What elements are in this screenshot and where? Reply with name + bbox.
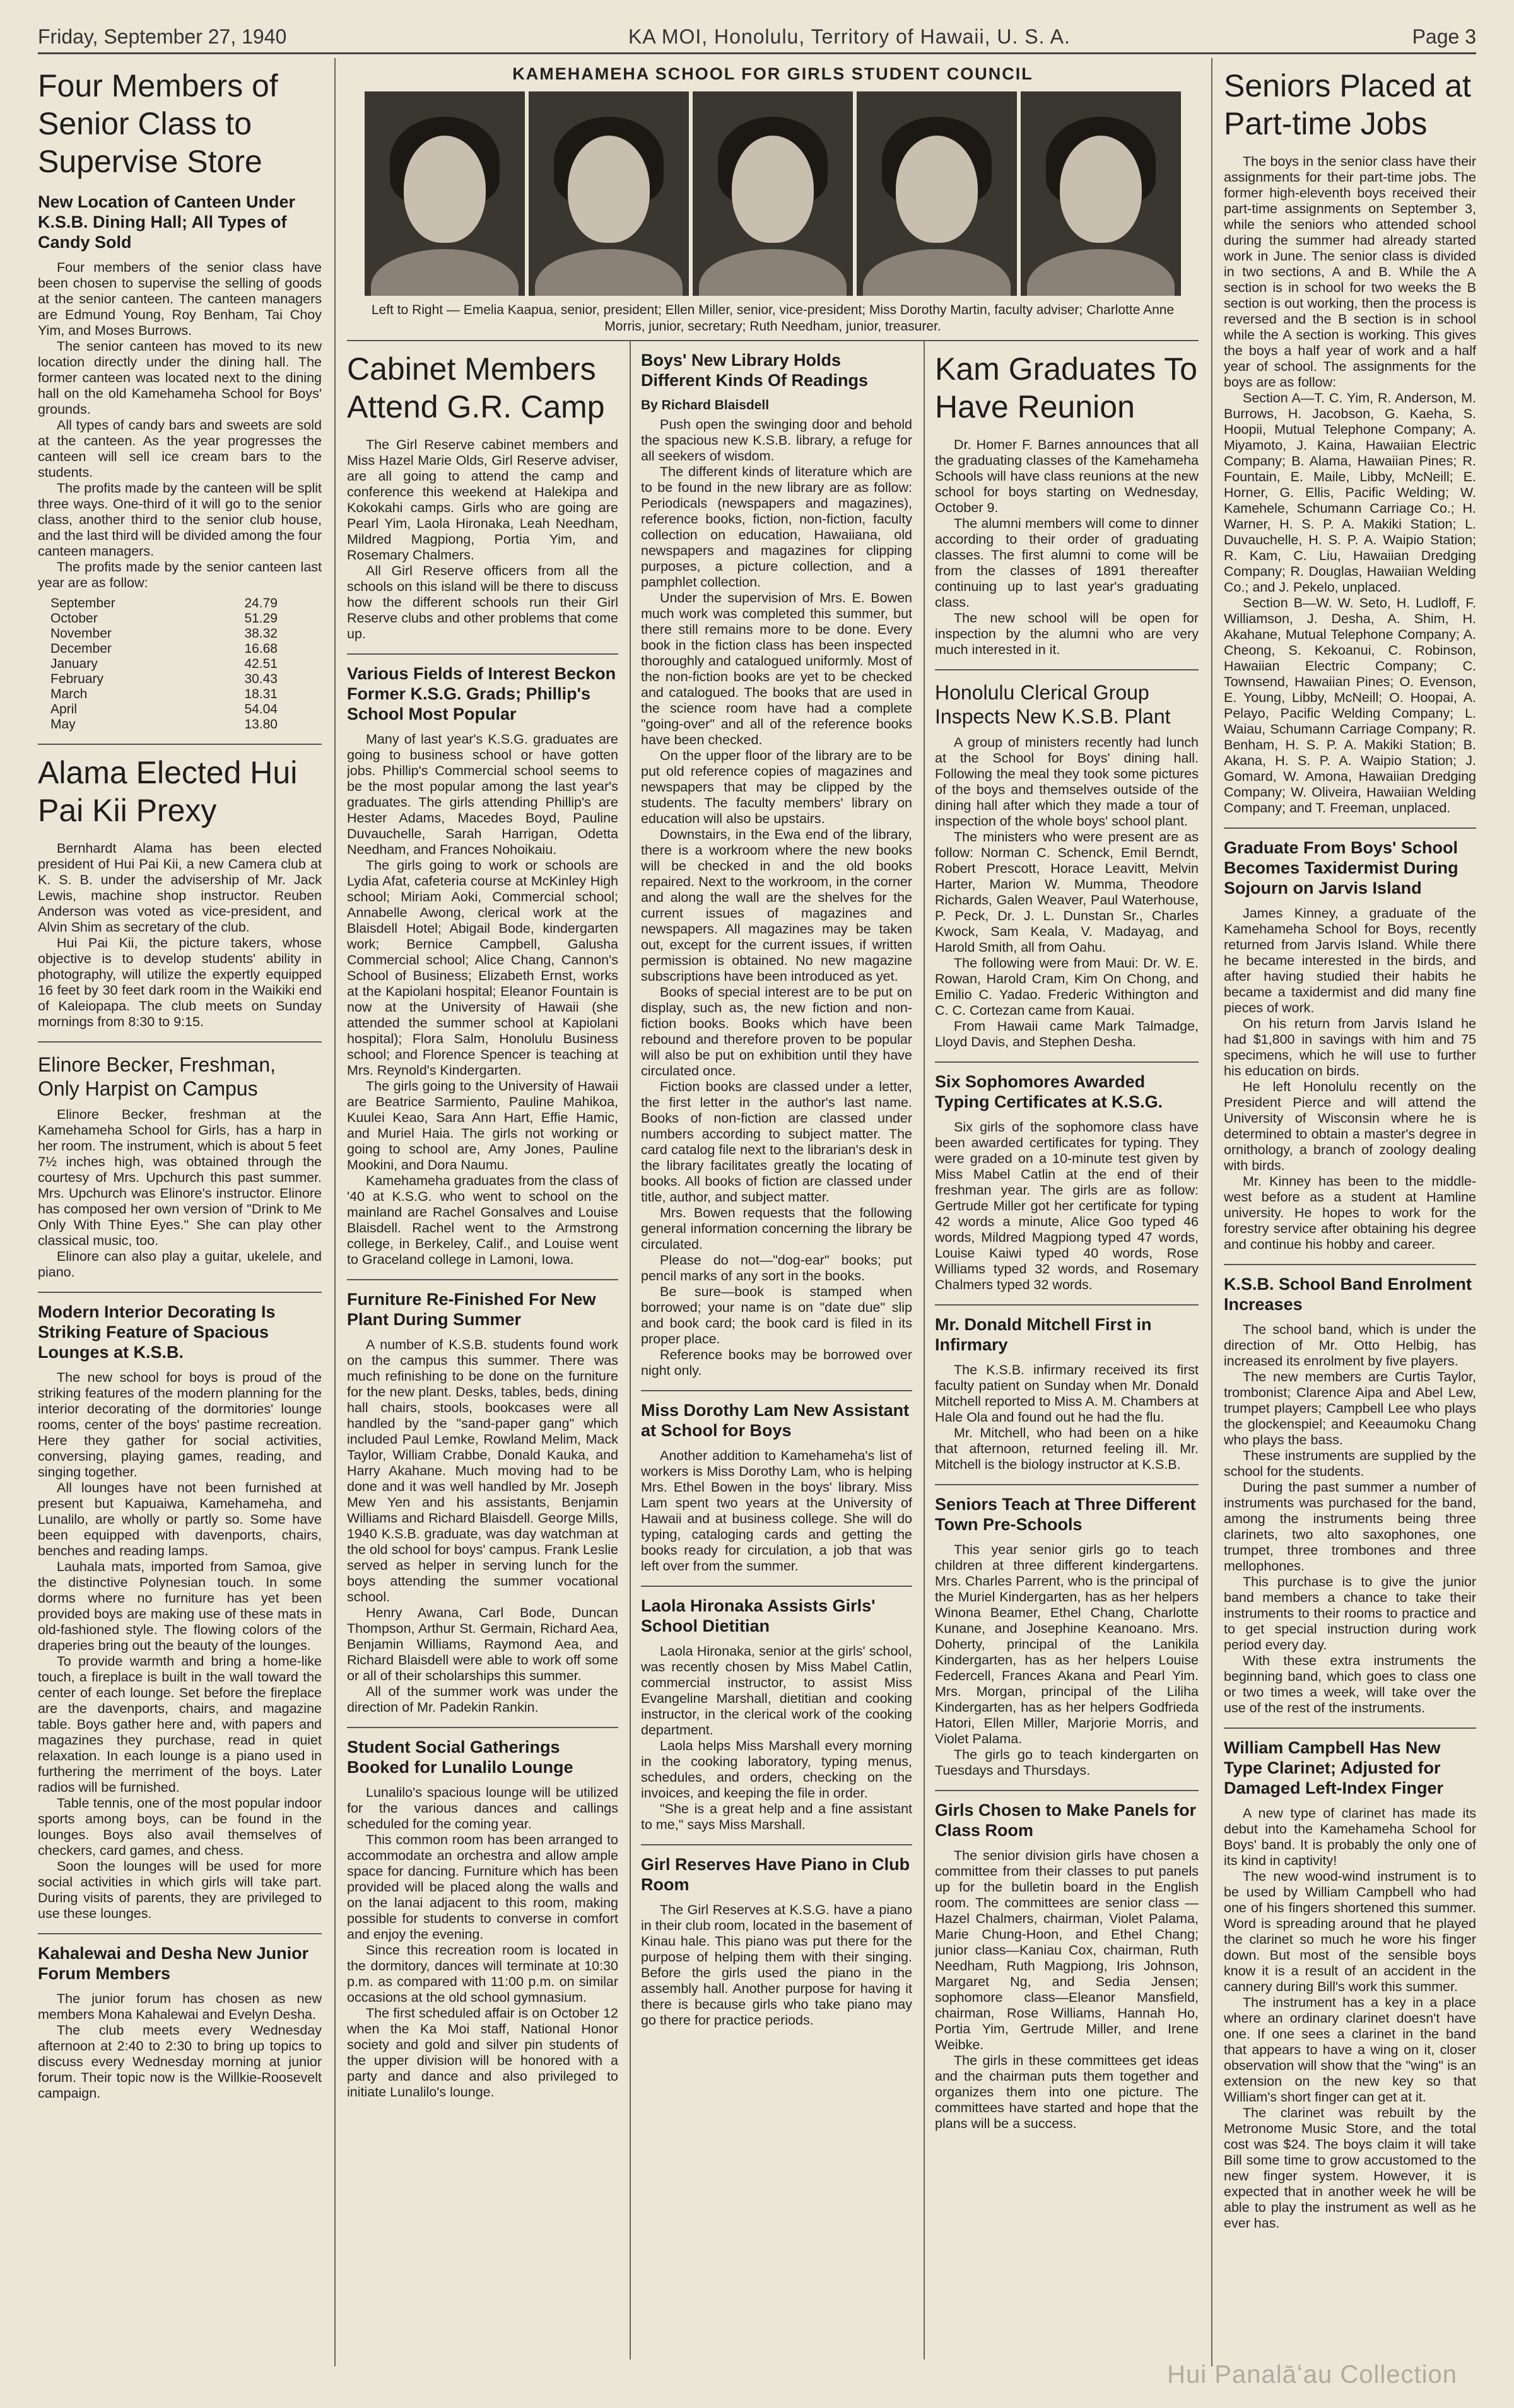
month-cell: November [50, 626, 112, 641]
month-cell: October [50, 611, 98, 626]
canteen-headline: Four Members of Senior Class to Supervise Store [38, 68, 278, 179]
cabinet-p1: The Girl Reserve cabinet members and Miss Hazel Marie Olds, Girl Reserve adviser, are all going to attend the camp and conference this weekend at Halekipa and Kokokahi camps. Girls who are going are Pearl Yim, Laola Hironaka, Leah Needham, Mildred Magpiong, Portia Yim, and Rosemary Chalmers. [347, 437, 618, 563]
lounges-p2: All lounges have not been furnished at present but Kapuaiwa, Kamehameha, and Lunalilo, are wholly or partly so. Some have been equipped with davenports, chairs, benches and reading lamps. [38, 1480, 322, 1558]
furniture-headline: Furniture Re-Finished For New Plant During Summer [347, 1290, 596, 1329]
portrait-image [365, 91, 525, 296]
clerical-headline: Honolulu Clerical Group Inspects New K.S.B. Plant [935, 681, 1171, 728]
panels-p1: The senior division girls have chosen a committee from their classes to put panels up for the bulletin board in the English room. The committees are senior class — Hazel Chalmers, chairman, Violet Palama, Marie Chung-Hoon, and Ethel Chang; junior class—Kaniau Cox, chairman, Ruth Needham, Ruth Magpiong, Iris Johnson, Margaret Ng, and Sedia Jensen; sophomore class—Eleanor Mansfield, chairman, Rose Williams, Hannah Ho, Portia Yim, Gertrude Miller, and Irene Weibke. [935, 1848, 1199, 2052]
column-rule [334, 58, 336, 2366]
becker-headline: Elinore Becker, Freshman, Only Harpist on Campus [38, 1053, 276, 1100]
profits-table [50, 596, 278, 732]
clarinet-p3: The instrument has a key in a place where an ordinary clarinet doesn't have one. If one sees a clarinet in the band that appears to have a wing on it, closer observation will show that the "wing" is an extension on the new key so that William's short finger can get at it. [1224, 1995, 1476, 2105]
library-p2: The different kinds of literature which are to be found in the new library are as follow: Periodicals (newspapers and magazines), reference books, fiction, non-fiction, faculty collection on education, Hawaiiana, old newspapers and magazines for clipping purposes, a picture collection, and a pamphlet collection. [641, 464, 912, 590]
parttime-p1: The boys in the senior class have their assignments for their part-time jobs. The former high-eleventh boys received their part-time assignments on September 3, while the seniors who attended school during the summer had already started work in June. The senior class is divided in two sections, A and B. While the A section is in school for two weeks the B section is out working, then the process is reversed and the B section is in school while the A section is working. This gives the boys a half year of work and a half year of school. The assignments for the boys are as follow: [1224, 154, 1476, 390]
reunion-p1: Dr. Homer F. Barnes announces that all the graduating classes of the Kamehameha Schools will have class reunions at the new school for boys starting on Wednesday, October 9. [935, 437, 1199, 515]
clarinet-p2: The new wood-wind instrument is to be used by William Campbell who had one of his fingers shortened this summer. Word is spreading around that he played the clarinet so much he wore his finger down. But most of the sensible boys know it is a result of an accident in the cannery during Bill's work this summer. [1224, 1869, 1476, 1994]
month-cell: January [50, 657, 98, 671]
portrait-image [857, 91, 1017, 296]
gatherings-headline: Student Social Gatherings Booked for Lunalilo Lounge [347, 1738, 573, 1777]
divider [935, 1061, 1199, 1063]
library-headline: Boys' New Library Holds Different Kinds Of Readings [641, 351, 869, 390]
divider [1224, 827, 1476, 829]
table-row [50, 626, 278, 641]
library-p5: Downstairs, in the Ewa end of the library, there is a workroom where the new books will be checked in and the old books repaired. Next to the workroom, in the corner and along the wall are the shelves for the current issues of magazines and newspapers. All magazines may be taken out, except for the current issues, if written permission is obtained. No new magazine subscriptions have been introduced as yet. [641, 827, 912, 984]
library-p6: Books of special interest are to be put on display, such as, the new fiction and non-fiction books. Books which have been rebound and therefore proven to be popular will also be put on exhibition until they have circulated once. [641, 985, 912, 1078]
council-photos [347, 91, 1199, 296]
divider [347, 1727, 618, 1728]
amount-cell: 54.04 [244, 702, 278, 716]
band-p3: These instruments are supplied by the school for the students. [1224, 1448, 1476, 1479]
typing-headline: Six Sophomores Awarded Typing Certificates at K.S.G. [935, 1072, 1163, 1111]
lounges-headline: Modern Interior Decorating Is Striking Feature of Spacious Lounges at K.S.B. [38, 1302, 276, 1362]
lounges-p3: Lauhala mats, imported from Samoa, give the distinctive Polynesian touch. In some dorms where no furniture has yet been provided boys are making use of these mats in old-fashioned style. The flowing colors of the draperies bring out the beauty of the lounges. [38, 1559, 322, 1653]
fields-headline: Various Fields of Interest Beckon Former K.S.G. Grads; Phillip's School Most Popular [347, 664, 616, 723]
piano-headline: Girl Reserves Have Piano in Club Room [641, 1855, 910, 1894]
amount-cell: 30.43 [244, 672, 278, 686]
becker-p2: Elinore can also play a guitar, ukelele, and piano. [38, 1249, 322, 1280]
alama-headline: Alama Elected Hui Pai Kii Prexy [38, 755, 298, 828]
divider [38, 1933, 322, 1934]
divider [38, 744, 322, 745]
taxidermist-p2: On his return from Jarvis Island he had $1,800 in savings with him and 75 specimens, which he will use to further his education on birds. [1224, 1016, 1476, 1078]
lounges-p1: The new school for boys is proud of the striking features of the modern planning for the interior decorating of the dormitories' lounge rooms, center of the boys' pastime recreation. Here they gather for social activities, conversing, playing games, reading, and singing together. [38, 1370, 322, 1480]
mitchell-headline: Mr. Donald Mitchell First in Infirmary [935, 1315, 1152, 1354]
divider [935, 1484, 1199, 1485]
forum-p1: The junior forum has chosen as new members Mona Kahalewai and Evelyn Desha. [38, 1991, 322, 2022]
seniors-teach-p1: This year senior girls go to teach children at three different kindergartens. Mrs. Charles Parrent, who is the principal of the Muriel Kindergarten, has as her helpers Winona Beamer, Ethel Chang, Charlotte Kunane, and Josephine Keanoano. Mrs. Doherty, principal of the Lanikila Kindergarten, has as her helpers Louise Federcell, Frances Akana and Pearl Yim. Mrs. Morgan, principal of the Liliha Kindergarten, has as her helpers Godfrieda Hatori, Ellen Miller, Marjorie Morris, and Violet Palama. [935, 1542, 1199, 1746]
page-number: Page 3 [1412, 25, 1476, 48]
column-2 [347, 341, 618, 2359]
band-p6: With these extra instruments the beginning band, which goes to class one or two times a week, will take over the use of the rest of the instruments. [1224, 1653, 1476, 1715]
library-p11: Reference books may be borrowed over night only. [641, 1347, 912, 1378]
portrait-image [1021, 91, 1181, 296]
lounges-p5: Table tennis, one of the most popular indoor sports among boys, can be found in the lounges. Boys also avail themselves of checkers, card games, and chess. [38, 1796, 322, 1858]
divider [347, 653, 618, 655]
lam-p1: Another addition to Kamehameha's list of workers is Miss Dorothy Lam, who is helping Mrs. Ethel Bowen in the boys' library. Miss Lam spent two years at the University of Hawaii and at business college. She will do typing, cataloging cards and getting the books ready for circulation, a job that was left over from the summer. [641, 1448, 912, 1574]
library-p1: Push open the swinging door and behold the spacious new K.S.B. library, a refuge for all seekers of wisdom. [641, 417, 912, 464]
table-row [50, 672, 278, 687]
library-p9: Please do not—"dog-ear" books; put pencil marks of any sort in the books. [641, 1253, 912, 1283]
amount-cell: 24.79 [244, 596, 278, 611]
cabinet-p2: All Girl Reserve officers from all the schools on this island will be there to discuss how the different schools run their Girl Reserve clubs and other problems that come up. [347, 563, 618, 641]
council-caption: Left to Right — Emelia Kaapua, senior, president; Ellen Miller, senior, vice-president; Miss Dorothy Martin, faculty adviser; Charlotte Anne Morris, junior, secretary; Ruth Needham, junior, treasurer. [371, 303, 1175, 334]
column-rule [924, 341, 925, 2359]
canteen-p2: The senior canteen has moved to its new location directly under the dining hall. The former canteen was located next to the dining hall on the old Kamehameha School for Boys' grounds. [38, 339, 322, 417]
band-p2: The new members are Curtis Taylor, trombonist; Clarence Aipa and Abel Lew, trumpet players; Campbell Lee who plays the glockenspiel; and Keeaumoku Chang who plays the bass. [1224, 1369, 1476, 1447]
becker-p1: Elinore Becker, freshman at the Kamehameha School for Girls, has a harp in her room. The instrument, which is about 5 feet 7½ inches high, was obtained through the courtesy of Mrs. Upchurch this past summer. Mrs. Upchurch was Elinore's instructor. Elinore has composed her own version of "Drink to Me Only With Thine Eyes." She can play other classical music, too. [38, 1107, 322, 1248]
band-p4: During the past summer a number of instruments was purchased for the band, among the instruments being three clarinets, two alto saxophones, one trumpet, three trombones and three mellophones. [1224, 1480, 1476, 1574]
forum-headline: Kahalewai and Desha New Junior Forum Members [38, 1944, 309, 1983]
table-row [50, 657, 278, 672]
reunion-headline: Kam Graduates To Have Reunion [935, 351, 1197, 424]
typing-p1: Six girls of the sophomore class have been awarded certificates for typing. They were graded on a 10-minute test given by Miss Mabel Catlin at the end of their freshman year. The girls are as follow: Gertrude Miller got her certificate for typing 42 words a minute, Alice Goo typed 46 words, Mildred Magpiong typed 47 words, Louise Kaiwi typed 40 words, Rose Williams typed 32 words, and Rosemary Chalmers typed 32 words. [935, 1119, 1199, 1292]
amount-cell: 18.31 [244, 687, 278, 701]
fields-p2: The girls going to work or schools are Lydia Afat, cafeteria course at McKinley High school; Miriam Aoki, Commercial school; Annabelle Awong, clerical work at the Blaisdell Hotel; Abigail Bode, kindergarten work; Bernice Campbell, Galusha Commercial school; Alice Chang, Cannon's School of Business; Elizabeth Ernst, works at the Kapiolani hospital; Eleanor Fountain is now at the University of Hawaii (she attended the summer school at Kapiolani hospital); Flora Salm, Honolulu Business school; and Florence Spencer is teaching at Mrs. Reynold's Kindergarten. [347, 858, 618, 1078]
amount-cell: 42.51 [244, 657, 278, 671]
panels-headline: Girls Chosen to Make Panels for Class Room [935, 1801, 1197, 1840]
divider [38, 1041, 322, 1043]
clerical-p3: The following were from Maui: Dr. W. E. Rowan, Harold Cram, Kim On Chong, and Emilio C. Yadao. Frederic Withington and C. C. Cortezan came from Kauai. [935, 956, 1199, 1018]
alama-p1: Bernhardt Alama has been elected president of Hui Pai Kii, a new Camera club at K. S. B. under the advisership of Mr. Jack Lewis, machine shop instructor. Reuben Anderson was voted as vice-president, and Alvin Shim as secretary of the club. [38, 841, 322, 935]
hironaka-headline: Laola Hironaka Assists Girls' School Dietitian [641, 1596, 876, 1635]
issue-date: Friday, September 27, 1940 [38, 25, 287, 48]
newspaper-page [38, 19, 1476, 2390]
taxidermist-p1: James Kinney, a graduate of the Kamehameha School for Boys, recently returned from Jarvis Island. While there he became interested in the birds, and after having studied their habits he became a taxidermist and did many fine pieces of work. [1224, 906, 1476, 1015]
clarinet-headline: William Campbell Has New Type Clarinet; Adjusted for Damaged Left-Index Finger [1224, 1738, 1444, 1797]
seniors-teach-p2: The girls go to teach kindergarten on Tuesdays and Thursdays. [935, 1747, 1199, 1778]
canteen-p4: The profits made by the canteen will be split three ways. One-third of it will go to the senior class, another third to the senior club house, and the last third will be divided among the four canteen managers. [38, 481, 322, 559]
cabinet-headline: Cabinet Members Attend G.R. Camp [347, 351, 605, 424]
divider [935, 1304, 1199, 1306]
month-cell: September [50, 596, 115, 611]
library-p7: Fiction books are classed under a letter, the first letter in the author's last name. Books of non-fiction are classed under numbers according to subject matter. The card catalog file next to the librarian's desk in the library facilitates greatly the locating of books. All books of fiction are classed under title, author, and subject matter. [641, 1079, 912, 1205]
center-subcolumns [347, 341, 1199, 2359]
hironaka-p3: "She is a great help and a fine assistant to me," says Miss Marshall. [641, 1801, 912, 1832]
parttime-headline: Seniors Placed at Part-time Jobs [1224, 68, 1471, 141]
taxidermist-p3: He left Honolulu recently on the President Pierce and will attend the University of Wisconsin where he is determined to obtain a master's degree in ornithology, a branch of zoology dealing with birds. [1224, 1079, 1476, 1173]
canteen-p1: Four members of the senior class have been chosen to supervise the selling of goods at the senior canteen. The canteen managers are Edmund Young, Roy Benham, Tai Choy Yim, and Moses Burrows. [38, 260, 322, 338]
library-p8: Mrs. Bowen requests that the following general information concerning the library be circulated. [641, 1205, 912, 1252]
panels-p2: The girls in these committees get ideas and the chairman puts them together and organizes them into one picture. The committees have started and hope that the plans will be a success. [935, 2053, 1199, 2131]
gatherings-p1: Lunalilo's spacious lounge will be utilized for the various dances and callings scheduled for the coming year. [347, 1785, 618, 1832]
column-3 [641, 341, 912, 2359]
mitchell-p1: The K.S.B. infirmary received its first faculty patient on Sunday when Mr. Donald Mitchell reported to Miss A. M. Chambers at Hale Ola and found out he had the flu. [935, 1362, 1199, 1425]
parttime-p3: Section B—W. W. Seto, H. Ludloff, F. Williamson, J. Desha, A. Shim, H. Akahane, Mutual Telephone Company; A. Cheong, S. Kekoanui, C. Robinson, Hawaiian Electric Company; C. Townsend, Hawaiian Pines; O. Evenson, E. Young, Libby, McNeill; O. Hoopai, A. Pelayo, Pacific Welding Company; L. Waiau, Schumann Carriage Company; R. Benham, H. S. P. A. Makiki Station; B. Akana, H. S. P. A. Waipio Station; J. Gomard, W. Amona, Hawaiian Dredging Company; W. Oliveira, Hawaiian Welding Company; and T. Freeman, unplaced. [1224, 595, 1476, 815]
lounges-p4: To provide warmth and bring a home-like touch, a fireplace is built in the wall toward the center of each lounge. Set before the fireplace are the davenports, chairs, and magazine table. Boys gather here and, with papers and magazines they purchase, read in quiet relaxation. In each lounge is a piano used in furthering the merriment of the boys. Later radios will be furnished. [38, 1654, 322, 1795]
portrait-image [529, 91, 689, 296]
library-p4: On the upper floor of the library are to be put old reference copies of magazines and newspapers that may be clipped by the students. The faculty members' library on education will also be upstairs. [641, 748, 912, 826]
divider [641, 1390, 912, 1391]
divider [641, 1844, 912, 1845]
furniture-p2: Henry Awana, Carl Bode, Duncan Thompson, Arthur St. Germain, Richard Aea, Benjamin Williams, Raymond Aea, and Richard Blaisdell were able to work off some or all of their scholarships this summer. [347, 1605, 618, 1683]
band-headline: K.S.B. School Band Enrolment Increases [1224, 1275, 1472, 1314]
table-row [50, 611, 278, 626]
library-p3: Under the supervision of Mrs. E. Bowen much work was completed this summer, but there still remains more to be done. Every book in the fiction class has been inspected thoroughly and catalogued uniformly. Most of the non-fiction books are yet to be checked and catalogued. The books that are used in the science room have had a complete "going-over" and all of the reference books have been checked. [641, 590, 912, 747]
divider [38, 1292, 322, 1293]
month-cell: March [50, 687, 88, 701]
month-cell: December [50, 641, 112, 656]
gatherings-p4: The first scheduled affair is on October 12 when the Ka Moi staff, National Honor society and gold and silver pin students of the upper division will be honored with a party and dance and also privileged to initiate Lunalilo's lounge. [347, 2006, 618, 2100]
amount-cell: 16.68 [244, 641, 278, 656]
clerical-p2: The ministers who were present are as follow: Norman C. Schenck, Emil Berndt, Robert Prescott, Horace Leavitt, Melvin Harter, Marion W. Mumma, Theodore Richards, Galen Weaver, Paul Waterhouse, P. Peck, Dr. J. L. Dunstan Sr., Charles Kwock, Sam Keala, V. Madayag, and Harold Smith, all from Oahu. [935, 829, 1199, 955]
table-row [50, 596, 278, 611]
alama-p2: Hui Pai Kii, the picture takers, whose objective is to develop students' ability in photography, will utilize the expertly equipped 16 feet by 30 feet dark room in the Waikiki end of Kaleiopapa. The club meets on Sunday mornings from 8:30 to 9:15. [38, 935, 322, 1029]
parttime-p2: Section A—T. C. Yim, R. Anderson, M. Burrows, H. Jacobson, G. Kaeha, S. Hoopii, Mutual Telephone Company; A. Miyamoto, J. Kaina, Hawaiian Electric Company; B. Alama, Hawaiian Pines; R. Fountain, E. Maile, Libby, McNeill; E. Horner, G. Ellis, Pacific Welding; W. Kamehele, Schumann Carriage Co.; H. Warner, H. S. P. A. Makiki Station; L. Duvauchelle, H. S. P. A. Waipio Station; R. Kam, C. Liu, Hawaiian Dredging Company; R. Douglas, Hawaiian Welding Co.; and J. Pekelo, unplaced. [1224, 390, 1476, 595]
canteen-p3: All types of candy bars and sweets are sold at the canteen. As the year progresses the canteen will sell ice cream bars to the students. [38, 418, 322, 480]
column-rule [1211, 58, 1212, 2366]
divider [935, 669, 1199, 670]
paper-name: KA MOI, Honolulu, Territory of Hawaii, U. S. A. [628, 25, 1071, 48]
collection-watermark: Hui Panalāʻau Collection [1167, 2361, 1457, 2388]
column-1 [38, 58, 322, 2101]
canteen-p5: The profits made by the senior canteen last year are as follow: [38, 559, 322, 590]
council-title: KAMEHAMEHA SCHOOL FOR GIRLS STUDENT COUNCIL [512, 64, 1033, 83]
canteen-subhead: New Location of Canteen Under K.S.B. Dining Hall; All Types of Candy Sold [38, 192, 296, 252]
clarinet-p1: A new type of clarinet has made its debut into the Kamehameha School for Boys' band. It is probably the only one of its kind in captivity! [1224, 1806, 1476, 1868]
reunion-p2: The alumni members will come to dinner according to their order of graduating classes. The first alumni to come will be from the classes of 1891 thereafter continuing up to last year's graduating class. [935, 516, 1199, 610]
clarinet-p4: The clarinet was rebuilt by the Metronome Music Store, and the total cost was $24. The boys claim it will take Bill some time to grow accustomed to the new finger system. However, it is expected that in another week he will be able to play the instrument as well as he ever has. [1224, 2105, 1476, 2231]
library-p10: Be sure—book is stamped when borrowed; your name is on "date due" slip and book card; the book card is filed in its proper place. [641, 1284, 912, 1347]
fields-p3: The girls going to the University of Hawaii are Beatrice Sarmiento, Pauline Mahikoa, Kuulei Keao, Sara Ann Hart, Effie Hamic, and Muriel Haia. The girls not working or going to school are, Amy Jones, Pauline Mookini, and Dora Naumu. [347, 1078, 618, 1172]
mitchell-p2: Mr. Mitchell, who had been on a hike that afternoon, returned feeling ill. Mr. Mitchell is the biology instructor at K.S.B. [935, 1425, 1199, 1472]
clerical-p4: From Hawaii came Mark Talmadge, Lloyd Davis, and Stephen Desha. [935, 1019, 1199, 1049]
reunion-p3: The new school will be open for inspection by the alumni who are very much interested in it. [935, 611, 1199, 657]
portrait-image [693, 91, 853, 296]
gatherings-p3: Since this recreation room is located in the dormitory, dances will terminate at 10:30 p.m. as compared with 11:00 p.m. on similar occasions at the old school gymnasium. [347, 1943, 618, 2005]
column-5 [1224, 58, 1476, 2366]
month-cell: May [50, 717, 76, 732]
amount-cell: 51.29 [244, 611, 278, 626]
furniture-p3: All of the summer work was under the direction of Mr. Padekin Rankin. [347, 1684, 618, 1715]
table-row [50, 641, 278, 657]
lounges-p6: Soon the lounges will be used for more social activities in which girls will take part. During visits of parents, they are privileged to use these lounges. [38, 1859, 322, 1921]
piano-p1: The Girl Reserves at K.S.G. have a piano in their club room, located in the basement of Kinau hale. This piano was put there for the purpose of helping them with their singing. Before the girls used the piano in the assembly hall. Another purpose for having it there is because girls who take piano may go there for practice periods. [641, 1902, 912, 2028]
month-cell: April [50, 702, 78, 716]
taxidermist-headline: Graduate From Boys' School Becomes Taxidermist During Sojourn on Jarvis Island [1224, 838, 1458, 897]
band-p1: The school band, which is under the direction of Mr. Otto Helbig, has increased its enrolment by five players. [1224, 1322, 1476, 1369]
column-rule [630, 341, 631, 2359]
divider [641, 1586, 912, 1587]
amount-cell: 13.80 [244, 717, 278, 732]
library-byline: By Richard Blaisdell [641, 398, 770, 412]
clerical-p1: A group of ministers recently had lunch at the School for Boys' dining hall. Following the meal they took some pictures of the boys and themselves outside of the dining hall after which they made a tour of inspection of the whole boys' school plant. [935, 735, 1199, 829]
divider [347, 1279, 618, 1280]
table-row [50, 687, 278, 702]
columns [38, 58, 1476, 2366]
center-block [347, 58, 1199, 2366]
gatherings-p2: This common room has been arranged to accommodate an orchestra and allow ample space for dancing. Furniture which has been provided will be placed along the walls and on the lanai adjacent to this room, making possible for students to converse in comfort and enjoy the evening. [347, 1832, 618, 1942]
table-row [50, 717, 278, 732]
month-cell: February [50, 672, 104, 686]
divider [1224, 1727, 1476, 1729]
column-4 [935, 341, 1199, 2359]
fields-p1: Many of last year's K.S.G. graduates are going to business school or have gotten jobs. Phillip's Commercial school seems to be the most popular among the last year's graduates. The girls attending Phillip's are Hester Adams, Macedes Boyd, Pauline Duvauchelle, Sarah Harrigan, Odetta Needham, and Frances Nohoikaiu. [347, 732, 618, 857]
taxidermist-p4: Mr. Kinney has been to the middle-west before as a student at Hamline university. He hopes to work for the forestry service after obtaining his degree and continue his hobby and career. [1224, 1174, 1476, 1252]
seniors-teach-headline: Seniors Teach at Three Different Town Pre-Schools [935, 1495, 1196, 1534]
furniture-p1: A number of K.S.B. students found work on the campus this summer. There was much refinishing to be done on the furniture for the new plant. Desks, tables, beds, dining hall chairs, stools, bookcases were all handled by the "sand-paper gang" which included Paul Lemke, Rowland Melim, Mack Taylor, William Crabbe, Donald Kauka, and Harry Akahane. Much moving had to be done and it was well handled by Mr. Joseph Mew Yen and his assistants, Benjamin Williams and Richard Blaisdell. George Mills, 1940 K.S.B. graduate, was day watchman at the old school for boys' campus. Frank Leslie served as helper in serving lunch for the boys attending the summer vocational school. [347, 1337, 618, 1604]
hironaka-p1: Laola Hironaka, senior at the girls' school, was recently chosen by Miss Mabel Catlin, commercial instructor, to assist Miss Evangeline Marshall, dietitian and cooking instructor, in the clerical work of the cooking department. [641, 1644, 912, 1738]
lam-headline: Miss Dorothy Lam New Assistant at School for Boys [641, 1401, 910, 1440]
band-p5: This purchase is to give the junior band members a chance to take their instruments to their rooms to practice and to get special instruction during work period every day. [1224, 1574, 1476, 1652]
masthead [38, 19, 1476, 54]
forum-p2: The club meets every Wednesday afternoon at 2:40 to 2:30 to bring up topics to discuss every Wednesday morning at junior forum. Their topic now is the Willkie-Roosevelt campaign. [38, 2023, 322, 2101]
divider [935, 1790, 1199, 1791]
table-row [50, 702, 278, 717]
hironaka-p2: Laola helps Miss Marshall every morning in the cooking laboratory, typing menus, schedules, and orders, checking on the invoices, and keeping the file in order. [641, 1738, 912, 1801]
fields-p4: Kamehameha graduates from the class of '40 at K.S.G. who went to school on the mainland are Rachel Gonsalves and Louise Blaisdell. Rachel went to the Armstrong college, in Berkeley, Calif., and Louise went to Graceland college in Lamoni, Iowa. [347, 1173, 618, 1267]
divider [1224, 1264, 1476, 1265]
amount-cell: 38.32 [244, 626, 278, 641]
